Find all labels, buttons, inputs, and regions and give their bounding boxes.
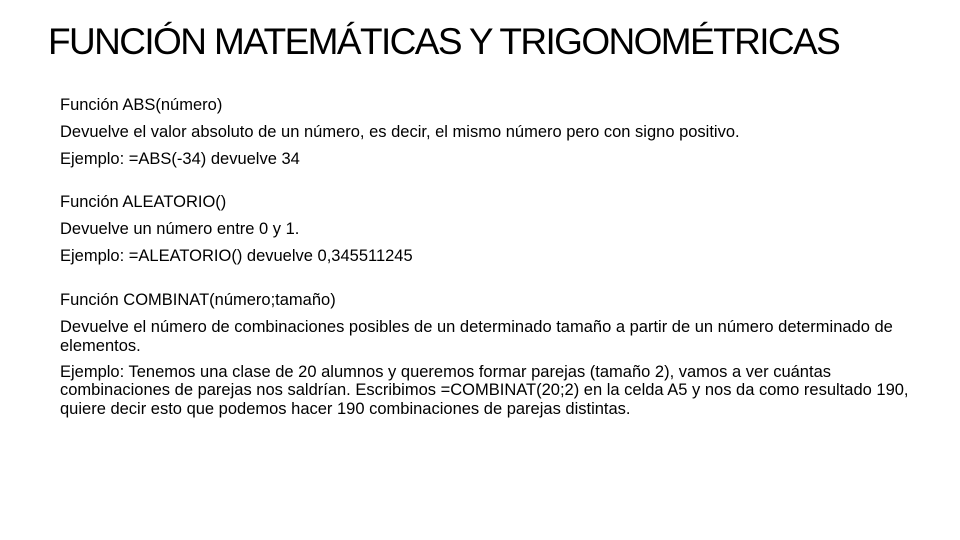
section-aleatorio bbox=[60, 193, 910, 266]
section-example: Ejemplo: =ALEATORIO() devuelve 0,345511245 bbox=[60, 246, 413, 265]
section-combinat bbox=[60, 291, 910, 420]
section-example: Ejemplo: =ABS(-34) devuelve 34 bbox=[60, 149, 300, 168]
section-description: Devuelve un número entre 0 y 1. bbox=[60, 220, 300, 239]
section-description: Devuelve el valor absoluto de un número, es decir, el mismo número pero con signo positivo. bbox=[60, 122, 740, 141]
section-heading: Función ALEATORIO() bbox=[60, 193, 227, 212]
content-body bbox=[60, 96, 910, 443]
section-example: Ejemplo: Tenemos una clase de 20 alumnos y queremos formar parejas (tamaño 2), vamos a ver cuántas combinaciones de parejas nos saldrían. Escribimos =COMBINAT(20;2) en la celda A5 y nos da como resultado 190, quiere decir esto que podemos hacer 190 combinaciones de parejas distintas. bbox=[60, 362, 909, 419]
section-heading: Función ABS(número) bbox=[60, 96, 223, 114]
page-title: FUNCIÓN MATEMÁTICAS Y TRIGONOMÉTRICAS bbox=[48, 21, 840, 62]
section-heading: Función COMBINAT(número;tamaño) bbox=[60, 290, 336, 309]
section-abs bbox=[60, 96, 910, 169]
section-description: Devuelve el número de combinaciones posibles de un determinado tamaño a partir de un número determinado de elementos. bbox=[60, 317, 893, 355]
